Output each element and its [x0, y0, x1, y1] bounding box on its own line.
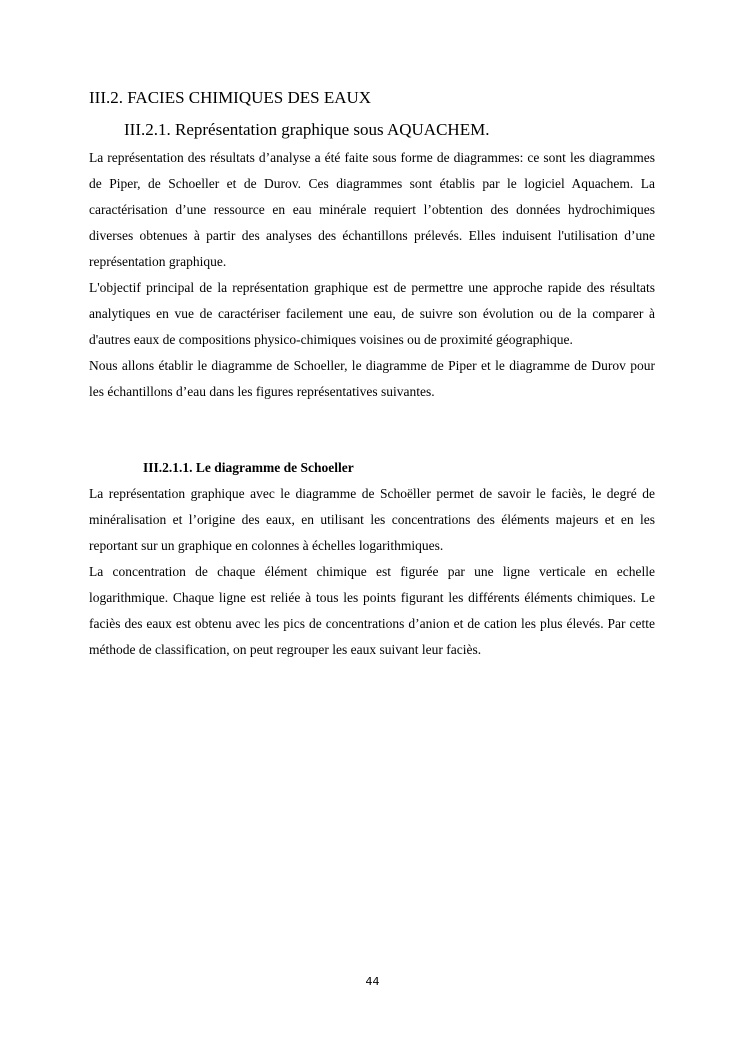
paragraph: Nous allons établir le diagramme de Schoeller, le diagramme de Piper et le diagramme de Durov pour les échantillons d’eau dans les figures représentatives suivantes. — [89, 358, 655, 399]
page-number: 44 — [365, 975, 380, 988]
paragraph: L'objectif principal de la représentation graphique est de permettre une approche rapide des résultats analytiques en vue de caractériser facilement une eau, de suivre son évolution ou de la comparer à d'autres eaux de compositions physico-chimiques voisines ou de proximité géographique. — [89, 280, 655, 347]
section-body — [89, 145, 655, 405]
paragraph: La concentration de chaque élément chimique est figurée par une ligne verticale en echelle logarithmique. Chaque ligne est reliée à tous les points figurant les différents éléments chimiques. Le faciès des eaux est obtenu avec les pics de concentrations d’anion et de cation les plus élevés. Par cette méthode de classification, on peut regrouper les eaux suivant leur faciès. — [89, 564, 655, 657]
subsection-heading: III.2.1. Représentation graphique sous AQUACHEM. — [124, 120, 490, 139]
subsection-body — [89, 481, 655, 663]
paragraph: La représentation graphique avec le diagramme de Schoëller permet de savoir le faciès, le degré de minéralisation et l’origine des eaux, en utilisant les concentrations des éléments majeurs et en les reportant sur un graphique en colonnes à échelles logarithmiques. — [89, 486, 655, 553]
section-heading: III.2. FACIES CHIMIQUES DES EAUX — [89, 88, 372, 107]
subsubsection-heading: III.2.1.1. Le diagramme de Schoeller — [143, 460, 354, 475]
paragraph: La représentation des résultats d’analyse a été faite sous forme de diagrammes: ce sont les diagrammes de Piper, de Schoeller et de Durov. Ces diagrammes sont établis par le logiciel Aquachem. La caractérisation d’une ressource en eau minérale requiert l’obtention des données hydrochimiques diverses obtenues à partir des analyses des échantillons prélevés. Elles induisent l'utilisation d’une représentation graphique. — [89, 150, 655, 269]
